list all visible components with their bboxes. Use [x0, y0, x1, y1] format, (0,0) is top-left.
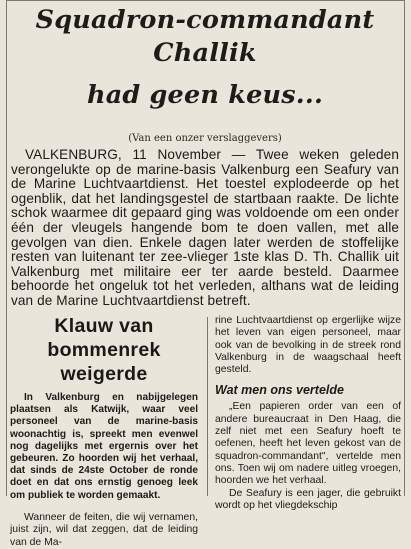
headline-line-2: had geen keus... — [86, 80, 324, 110]
lead-paragraph: VALKENBURG, 11 November — Twee weken geleden verongelukte op de marine-basis Valkenburg een Seafury van de Marine Luchtvaartdienst. Het toestel explodeerde op het ogenblik, dat het landingsgestel de startbaan raakte. De lichte schok waarmee dit gepaard ging was voldoende om een onder één der vleugels hangende bom te doen vallen, met alle gevolgen van dien. Enkele dagen later werden de stoffelijke resten van luitenant ter zee-vlieger 1ste klas D. Th. Challik uit Valkenburg met militaire eer ter aarde besteld. Daarmee behoorde het ongeluk tot het verleden, althans wat de leiding van de Marine Luchtvaartdienst betreft. — [11, 147, 399, 308]
left-rule — [6, 0, 7, 496]
right-paragraph-1: rine Luchtvaartdienst op ergerlijke wijze het leven van eigen personeel, maar ook van de bevolking in de streek rond Valkenburg in de waagschaal heeft gesteld. — [215, 315, 401, 376]
subhead-line-1: Klauw van — [54, 315, 154, 337]
side-heading: Wat men ons vertelde — [215, 383, 344, 398]
subhead-line-2: bommenrek weigerde — [47, 339, 161, 385]
left-column — [10, 315, 198, 549]
left-paragraph-2: Wanneer de feiten, die wij vernamen, juist zijn, wil dat zeggen, dat de leiding van de Ma- — [10, 511, 198, 548]
right-column — [215, 315, 401, 512]
byline: (Van een onzer verslaggevers) — [128, 133, 282, 144]
column-divider — [207, 317, 208, 496]
right-paragraph-2: „Een papieren order van een of andere bureaucraat in Den Haag, die zelf niet met een Seafury hoeft te oefenen, heeft het leven gekost van de squadron-commandant", vertelde men ons. Toen wij om nadere uitleg vroegen, hoorden we het verhaal. — [215, 401, 401, 487]
right-rule — [404, 0, 405, 496]
intro-paragraph: In Valkenburg en nabijgelegen plaatsen als Katwijk, waar veel personeel van de marine-basis woonachtig is, spreekt men evenwel nog dagelijks met ergernis over het gebeuren. Zo hoorden wij het verhaal, dat sinds de 24ste October de ronde doet en dat ons ernstig genoeg leek om publiek te worden gemaakt. — [10, 392, 198, 501]
article-columns — [10, 315, 401, 548]
headline-line-1: Squadron-commandant Challik — [35, 5, 375, 68]
top-rule — [6, 0, 405, 1]
right-paragraph-3: De Seafury is een jager, die gebruikt wordt op het vliegdekschip — [215, 487, 401, 511]
